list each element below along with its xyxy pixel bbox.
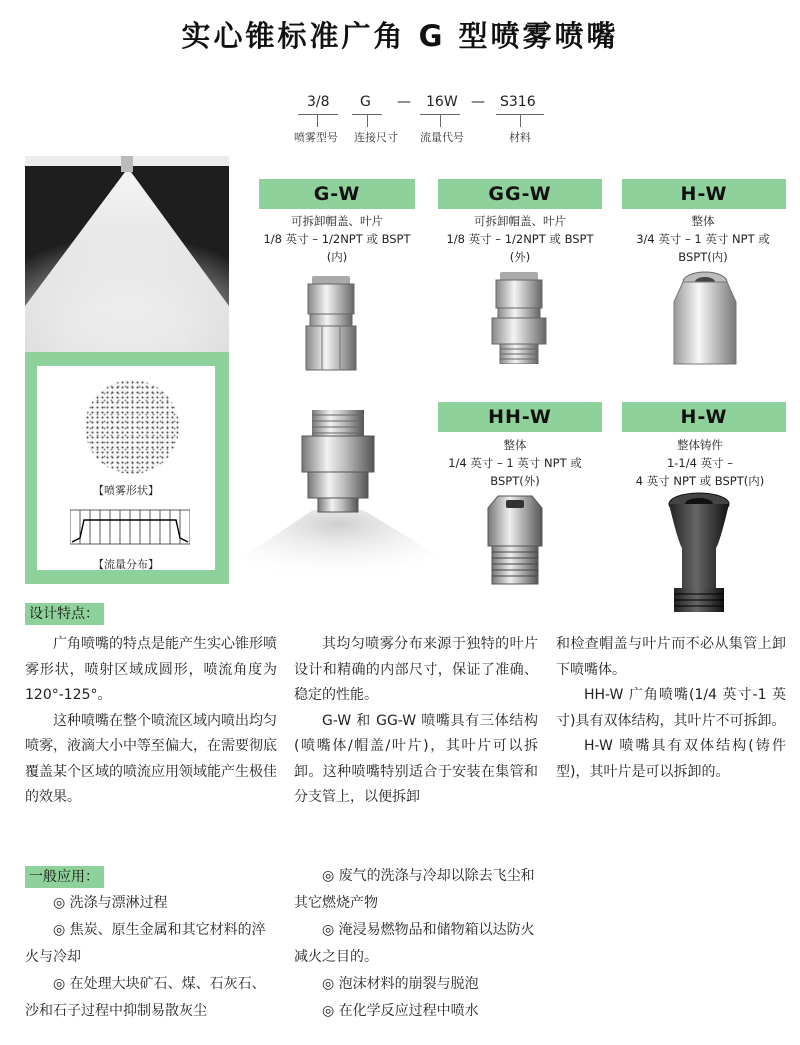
model-code: [0, 90, 800, 150]
product-desc-h-w: 整体 3/4 英寸 – 1 英寸 NPT 或 BSPT(内): [636, 214, 770, 264]
h-w-nozzle-image: [670, 268, 740, 366]
spray-photo: [25, 156, 229, 352]
product-desc-hh-w: 整体 1/4 英寸 – 1 英寸 NPT 或 BSPT(外): [448, 438, 582, 488]
code-dash: —: [397, 94, 411, 110]
hh-w-nozzle-image: [484, 494, 546, 586]
code-caption: 流量代号: [420, 131, 464, 144]
product-title-h-w: H-W: [622, 179, 786, 209]
gg-w-nozzle-image: [488, 272, 550, 364]
product-desc-g-w: 可拆卸帽盖、叶片 1/8 英寸 – 1/2NPT 或 BSPT (内): [263, 214, 411, 264]
code-connection: G: [360, 94, 371, 110]
design-heading: 设计特点：: [25, 603, 104, 625]
apps-column-2: ◎ 废气的洗涤与冷却以除去飞尘和其它燃烧产物 ◎ 淹浸易燃物品和储物箱以达防火减火之目的。 ◎ 泡沫材料的崩裂与脱泡 ◎ 在化学反应过程中喷水: [294, 868, 535, 1019]
product-title-g-w: G-W: [259, 179, 415, 209]
spray-shape-label: 【喷雾形状】: [93, 484, 159, 497]
g-w-nozzle-image: [300, 276, 362, 372]
pattern-panel: [25, 352, 229, 584]
product-desc-gg-w: 可拆卸帽盖、叶片 1/8 英寸 – 1/2NPT 或 BSPT (外): [446, 214, 594, 264]
wide-angle-nozzle-image: [238, 400, 438, 600]
h-w-cast-nozzle-image: [664, 492, 734, 614]
flow-distribution-label: 【流量分布】: [93, 558, 159, 571]
product-title-hh-w: HH-W: [438, 402, 602, 432]
product-title-h-w-cast: H-W: [622, 402, 786, 432]
spray-shape-image: [85, 380, 179, 474]
code-flow: 16W: [426, 94, 458, 110]
design-column-1: 广角喷嘴的特点是能产生实心锥形喷雾形状，喷射区域成圆形，喷流角度为 120°-125°。 这种喷嘴在整个喷流区域内喷出均匀喷雾，液滴大小中等至偏大，在需要彻底覆盖某个区域的喷流应用领域能产生极佳的效果。: [25, 636, 277, 805]
apps-heading: 一般应用：: [25, 866, 104, 888]
product-desc-h-w-cast: 整体铸件 1-1/4 英寸 – 4 英寸 NPT 或 BSPT(内): [635, 438, 765, 488]
code-dash: —: [471, 94, 485, 110]
page-title: 实心锥标准广角 G 型喷雾喷嘴: [181, 19, 619, 53]
design-column-2: 其均匀喷雾分布来源于独特的叶片设计和精确的内部尺寸，保证了准确、稳定的性能。 G-W 和 GG-W 喷嘴具有三体结构(喷嘴体/帽盖/叶片)，其叶片可以拆卸。这种喷嘴特别适合于安装在集管和分支管上，以便拆卸: [294, 636, 538, 805]
design-column-3: 和检查帽盖与叶片而不必从集管上卸下喷嘴体。 HH-W 广角喷嘴(1/4 英寸-1 英寸)具有双体结构，其叶片不可拆卸。 H-W 喷嘴具有双体结构(铸件型)，其叶片是可以拆卸的。: [556, 636, 786, 780]
apps-column-1: ◎ 洗涤与漂淋过程 ◎ 焦炭、原生金属和其它材料的淬火与冷却 ◎ 在处理大块矿石、煤、石灰石、沙和石子过程中抑制易散灰尘: [25, 895, 266, 1019]
code-size: 3/8: [307, 94, 330, 110]
flow-distribution-chart: [70, 508, 190, 548]
code-caption: 材料: [509, 131, 531, 144]
code-caption: 连接尺寸: [354, 131, 398, 144]
code-material: S316: [500, 94, 536, 110]
code-caption: 喷雾型号: [294, 131, 338, 144]
product-title-gg-w: GG-W: [438, 179, 602, 209]
